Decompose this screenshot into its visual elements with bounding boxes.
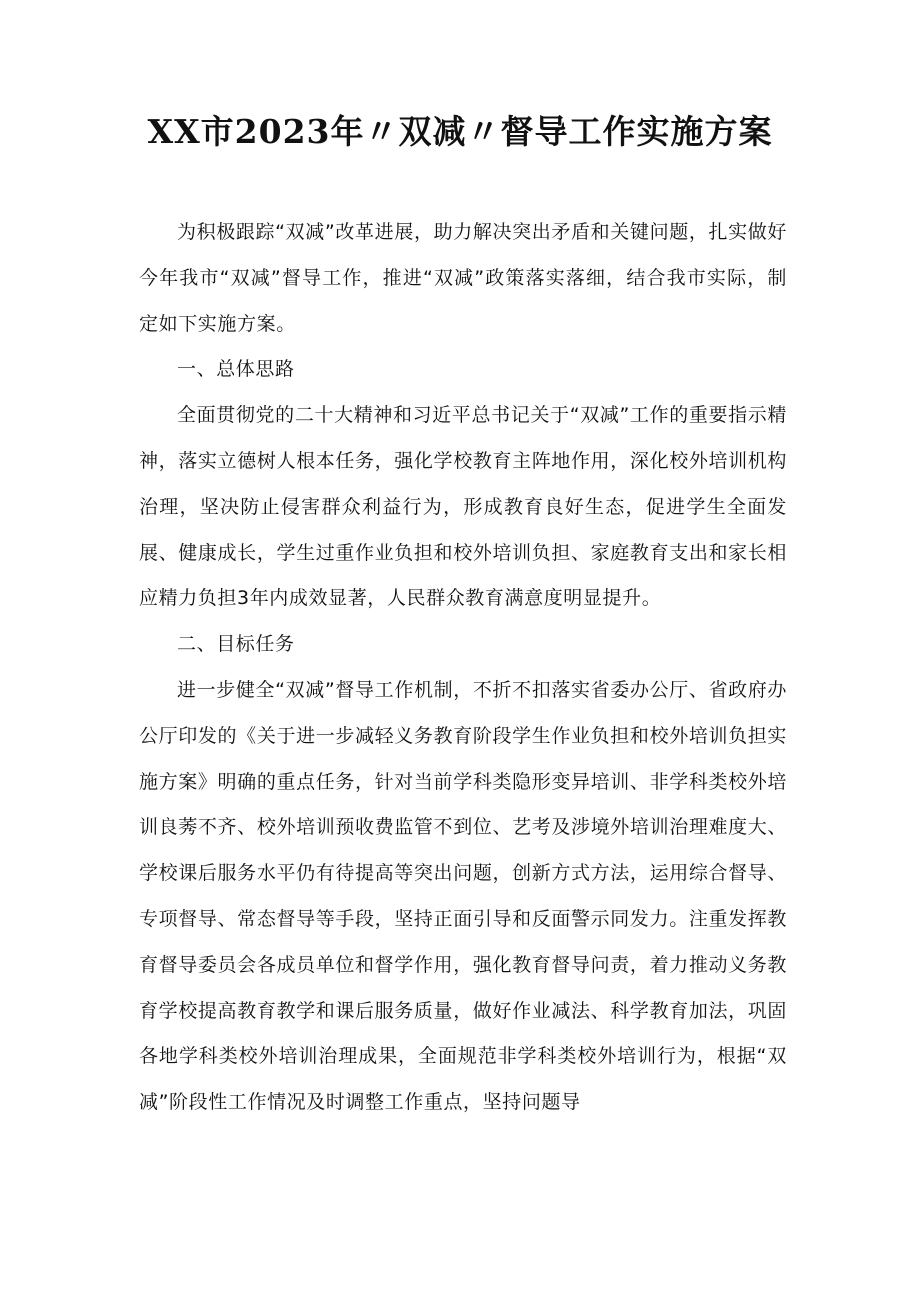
goals-tasks-paragraph: 进一步健全“双减”督导工作机制，不折不扣落实省委办公厅、省政府办公厅印发的《关于进一步减轻义务教育阶段学生作业负担和校外培训负担实施方案》明确的重点任务，针对当前学科类隐形变异培训、非学科类校外培训良莠不齐、校外培训预收费监管不到位、艺考及涉境外培训治理难度大、学校课后服务水平仍有待提高等突出问题，创新方式方法，运用综合督导、专项督导、常态督导等手段，坚持正面引导和反面警示同发力。注重发挥教育督导委员会各成员单位和督学作用，强化教育督导问责，着力推动义务教育学校提高教育教学和课后服务质量，做好作业减法、科学教育加法，巩固各地学科类校外培训治理成果，全面规范非学科类校外培训行为，根据“双减”阶段性工作情况及时调整工作重点，坚持问题导 [139, 678, 787, 1114]
document-body [139, 210, 787, 1126]
document-title: XX市2023年〃双减〃督导工作实施方案 [147, 112, 773, 151]
overall-approach-paragraph: 全面贯彻党的二十大精神和习近平总书记关于“双减”工作的重要指示精神，落实立德树人根本任务，强化学校教育主阵地作用，深化校外培训机构治理，坚决防止侵害群众利益行为，形成教育良好生态，促进学生全面发展、健康成长，学生过重作业负担和校外培训负担、家庭教育支出和家长相应精力负担3年内成效显著，人民群众教育满意度明显提升。 [139, 404, 787, 610]
section-heading-goals-tasks: 二、目标任务 [177, 633, 295, 656]
intro-paragraph: 为积极跟踪“双减”改革进展，助力解决突出矛盾和关键问题，扎实做好今年我市“双减”督导工作，推进“双减”政策落实落细，结合我市实际，制定如下实施方案。 [139, 221, 787, 335]
section-heading-overall-approach: 一、总体思路 [177, 358, 295, 381]
